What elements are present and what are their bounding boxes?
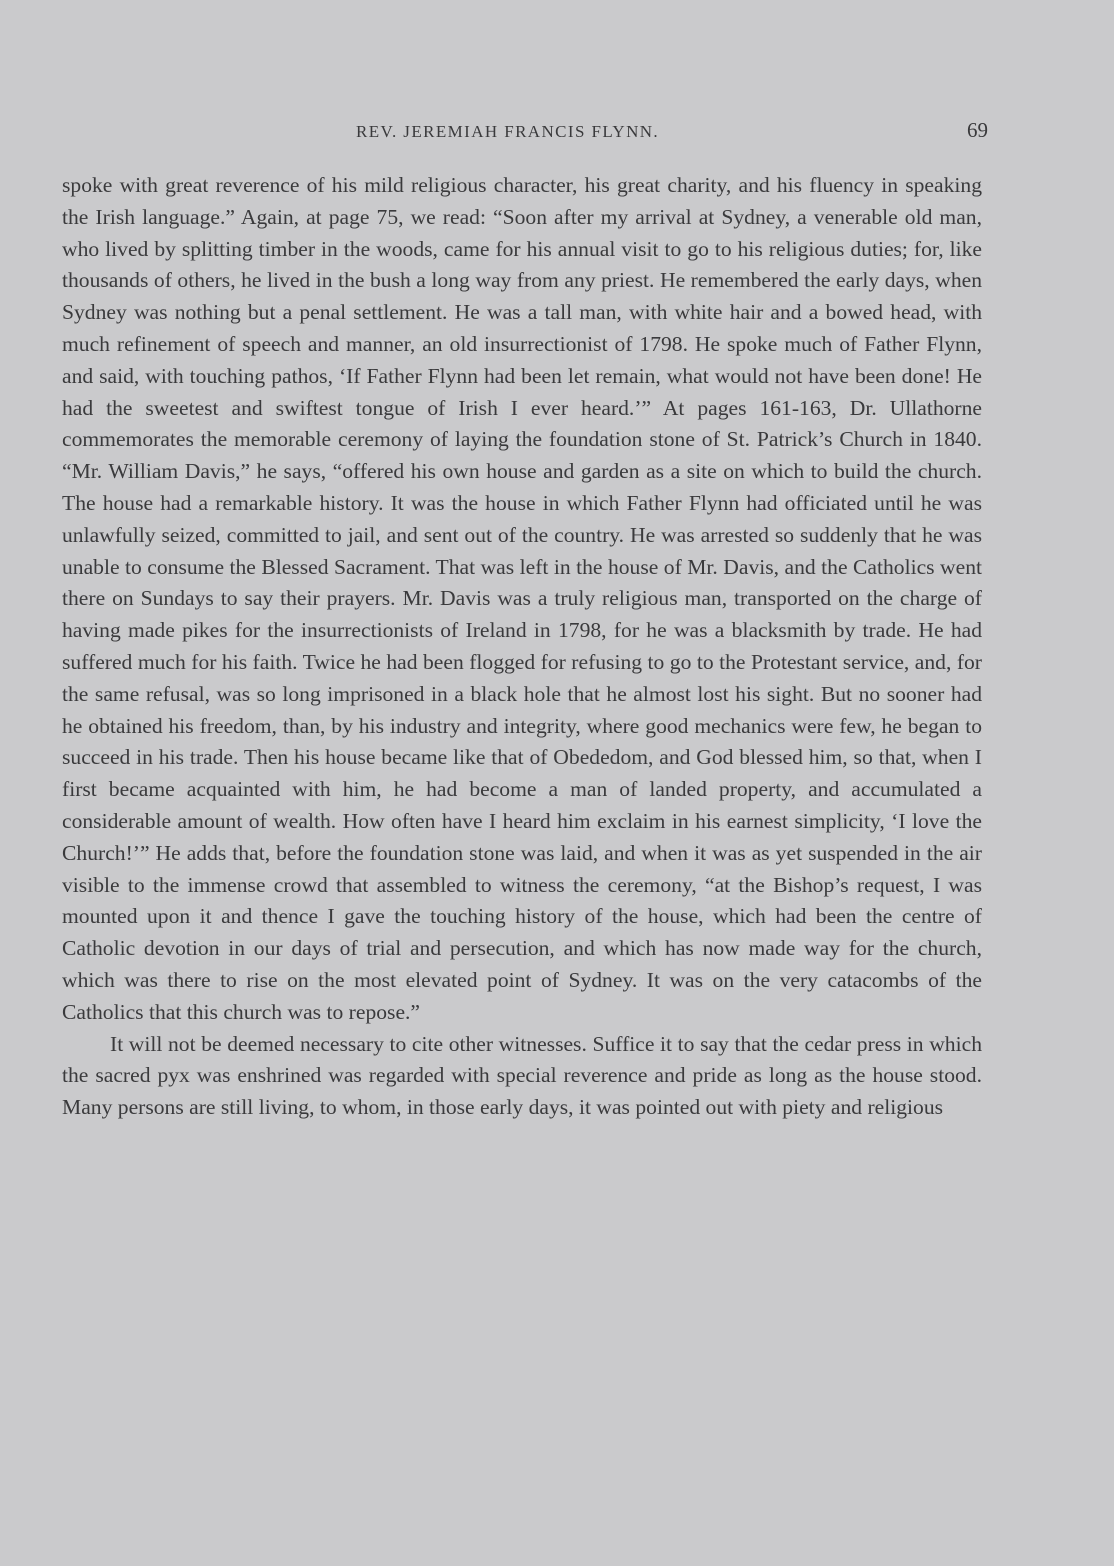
paragraph-continued: spoke with great reverence of his mild religious character, his great charity, and his fluency in speaking the Irish language.” Again, at page 75, we read: “Soon after my arrival at Sydney, a venerable old man, who lived by splitting timber in the woods, came for his annual visit to go to his religious duties; for, like thousands of others, he lived in the bush a long way from any priest. He remembered the early days, when Sydney was nothing but a penal settlement. He was a tall man, with white hair and a bowed head, with much refinement of speech and manner, an old insurrectionist of 1798. He spoke much of Father Flynn, and said, with touching pathos, ‘If Father Flynn had been let remain, what would not have been done! He had the sweetest and swiftest tongue of Irish I ever heard.’” At pages 161-163, Dr. Ullathorne commemorates the memorable ceremony of laying the foundation stone of St. Patrick’s Church in 1840. “Mr. William Davis,” he says, “offered his own house and garden as a site on which to build the church. The house had a remarkable history. It was the house in which Father Flynn had officiated until he was unlawfully seized, committed to jail, and sent out of the country. He was arrested so suddenly that he was unable to consume the Blessed Sacrament. That was left in the house of Mr. Davis, and the Catholics went there on Sundays to say their prayers. Mr. Davis was a truly religious man, transported on the charge of having made pikes for the insurrectionists of Ireland in 1798, for he was a blacksmith by trade. He had suffered much for his faith. Twice he had been flogged for refusing to go to the Protestant service, and, for the same refusal, was so long imprisoned in a black hole that he almost lost his sight. But no sooner had he obtained his freedom, than, by his industry and integrity, where good mechanics were few, he began to succeed in his trade. Then his house became like that of Obededom, and God blessed him, so that, when I first became acquainted with him, he had become a man of landed property, and accumulated a considerable amount of wealth. How often have I heard him exclaim in his earnest simplicity, ‘I love the Church!’” He adds that, before the foundation stone was laid, and when it was as yet suspended in the air visible to the immense crowd that assembled to witness the ceremony, “at the Bishop’s request, I was mounted upon it and thence I gave the touching history of the house, which had been the centre of Catholic devotion in our days of trial and persecution, and which has now made way for the church, which was there to rise on the most elevated point of Sydney. It was on the very catacombs of the Catholics that this church was to repose.”	[62, 173, 982, 1024]
page-header	[60, 118, 990, 148]
running-head: REV. JEREMIAH FRANCIS FLYNN.	[356, 122, 660, 141]
page-number: 69	[967, 118, 988, 142]
paragraph: It will not be deemed necessary to cite other witnesses. Suffice it to say that the cedar press in which the sacred pyx was enshrined was regarded with special reverence and pride as long as the house stood. Many persons are still living, to whom, in those early days, it was pointed out with piety and religious	[62, 1031, 982, 1120]
body-text	[62, 170, 982, 1124]
